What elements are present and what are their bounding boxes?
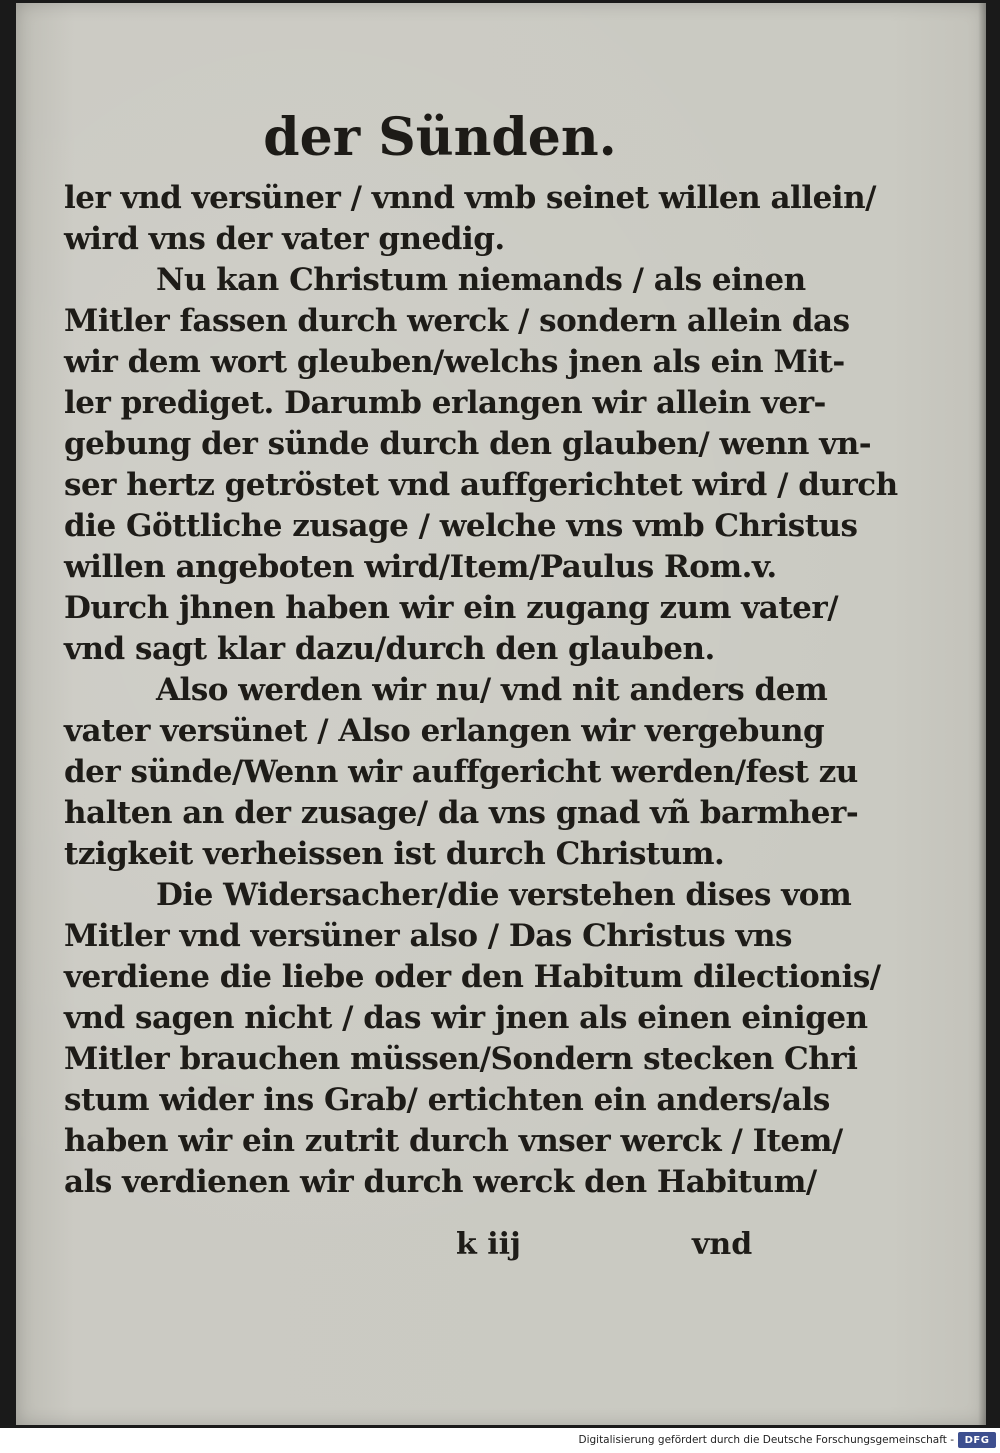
text-line: der sünde/Wenn wir auffgericht werden/fest zu (64, 754, 858, 790)
text-line: ler prediget. Darumb erlangen wir allein ver- (64, 385, 826, 421)
text-line: stum wider ins Grab/ ertichten ein anders/als (64, 1082, 830, 1118)
funding-credit: Digitalisierung gefördert durch die Deutsche Forschungsgemeinschaft - (578, 1434, 954, 1446)
running-header: der Sünden. (263, 107, 617, 168)
text-line: willen angeboten wird/Item/Paulus Rom.v. (64, 549, 777, 585)
text-line: vater versünet / Also erlangen wir vergebung (64, 713, 825, 749)
text-line: tzigkeit verheissen ist durch Christum. (64, 836, 725, 872)
text-line: Die Widersacher/die verstehen dises vom (156, 877, 852, 913)
catchword: vnd (692, 1227, 753, 1262)
text-line: Nu kan Christum niemands / als einen (156, 262, 806, 298)
text-line: ler vnd versüner / vnnd vmb seinet willen allein/ (64, 180, 876, 216)
text-line: wir dem wort gleuben/welchs jnen als ein Mit- (64, 344, 845, 380)
credit-bar (0, 1428, 1000, 1453)
text-line: Also werden wir nu/ vnd nit anders dem (156, 672, 828, 708)
body-text (64, 178, 898, 1228)
text-line: Mitler fassen durch werck / sondern allein das (64, 303, 850, 339)
text-line: gebung der sünde durch den glauben/ wenn vn- (64, 426, 872, 462)
text-line: ser hertz getröstet vnd auffgerichtet wird / durch (64, 467, 898, 503)
text-line: Mitler brauchen müssen/Sondern stecken Chri (64, 1041, 858, 1077)
text-line: vnd sagt klar dazu/durch den glauben. (64, 631, 715, 667)
text-line: die Göttliche zusage / welche vns vmb Christus (64, 508, 858, 544)
text-line: Durch jhnen haben wir ein zugang zum vater/ (64, 590, 839, 626)
text-line: als verdienen wir durch werck den Habitum/ (64, 1164, 817, 1200)
page-footer (64, 1220, 764, 1270)
text-line: halten an der zusage/ da vns gnad vñ barmher- (64, 795, 859, 831)
text-line: wird vns der vater gnedig. (64, 221, 505, 257)
page-edge-shadow (978, 3, 986, 1425)
signature-mark: k iij (456, 1227, 521, 1262)
dfg-logo (958, 1432, 996, 1448)
text-line: vnd sagen nicht / das wir jnen als einen einigen (64, 1000, 868, 1036)
dfg-logo-label: DFG (964, 1434, 990, 1446)
text-line: haben wir ein zutrit durch vnser werck / Item/ (64, 1123, 843, 1159)
text-line: verdiene die liebe oder den Habitum dilectionis/ (64, 959, 881, 995)
text-line: Mitler vnd versüner also / Das Christus vns (64, 918, 792, 954)
